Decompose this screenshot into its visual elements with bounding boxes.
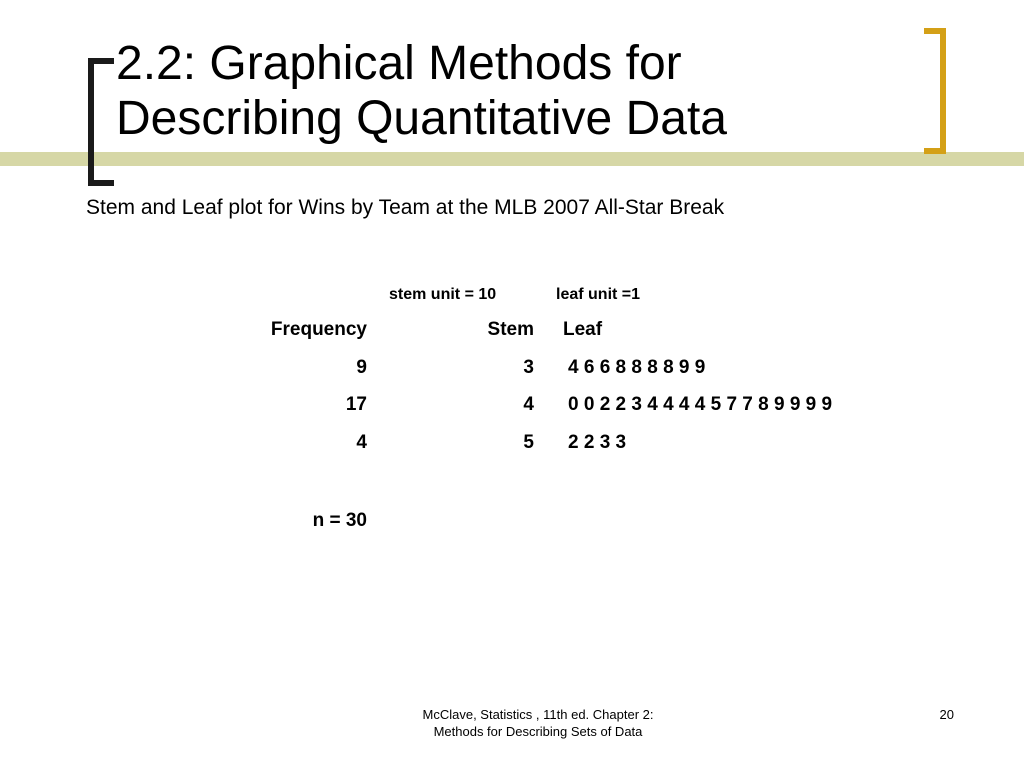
row-1-leaves: 4 6 6 8 8 8 8 9 9: [568, 357, 706, 378]
slide-title-line-2: Describing Quantitative Data: [116, 92, 727, 145]
slide-subtitle: Stem and Leaf plot for Wins by Team at the MLB 2007 All-Star Break: [86, 196, 725, 219]
header-frequency: Frequency: [270, 319, 367, 340]
row-2-stem: 4: [523, 394, 534, 415]
leaf-unit-label: leaf unit =1: [556, 286, 641, 303]
row-1-stem: 3: [523, 357, 534, 378]
slide-title-line-1: 2.2: Graphical Methods for: [116, 37, 682, 90]
header-leaf: Leaf: [563, 319, 603, 340]
row-3-leaves: 2 2 3 3: [568, 432, 627, 453]
slide-footer-source: [388, 706, 688, 740]
page-number: 20: [939, 707, 954, 722]
row-1-frequency: 9: [356, 357, 367, 378]
stem-unit-label: stem unit = 10: [389, 286, 497, 303]
row-2-frequency: 17: [345, 394, 367, 415]
header-stem: Stem: [487, 319, 534, 340]
footer-source-line-1: McClave, Statistics , 11th ed. Chapter 2:: [422, 707, 654, 722]
row-3-frequency: 4: [356, 432, 367, 453]
total-count: n = 30: [312, 510, 367, 531]
footer-source-line-2: Methods for Describing Sets of Data: [433, 724, 643, 739]
row-3-stem: 5: [523, 432, 534, 453]
row-2-leaves: 0 0 2 2 3 4 4 4 4 5 7 7 8 9 9 9 9: [568, 394, 833, 415]
